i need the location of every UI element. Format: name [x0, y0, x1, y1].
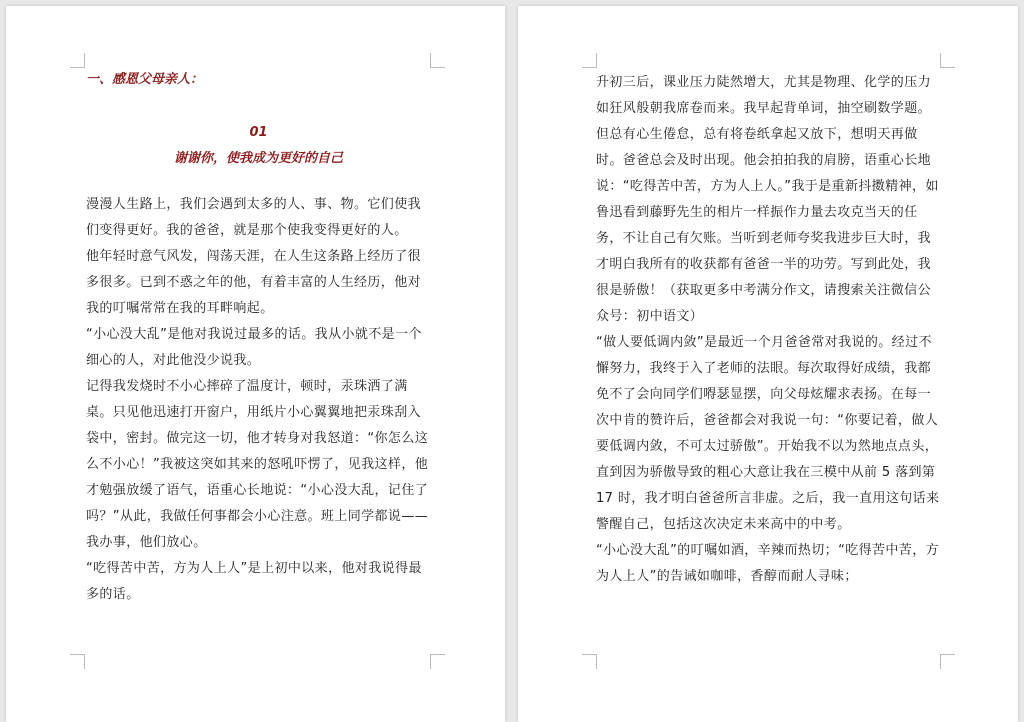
corner-mark-top-left — [582, 53, 597, 68]
chapter-title: 谢谢你，使我成为更好的自己 — [173, 151, 343, 166]
document-page-2 — [518, 6, 1018, 722]
document-page-1 — [6, 6, 505, 722]
paragraph: 漫漫人生路上，我们会遇到太多的人、事、物。它们使我们变得更好。我的爸爸，就是那个使我变得更好的人。 — [86, 197, 422, 238]
corner-mark-bottom-left — [70, 654, 85, 669]
corner-mark-bottom-left — [582, 654, 597, 669]
corner-mark-top-right — [430, 53, 445, 68]
corner-mark-top-right — [940, 53, 955, 68]
paragraph: “吃得苦中苦，方为人上人”是上初中以来，他对我说得最多的话。 — [86, 561, 422, 602]
paragraph: 升初三后，课业压力陡然增大，尤其是物理、化学的压力如狂风般朝我席卷而来。我早起背单词，抽空刷数学题。但总有心生倦怠，总有将卷纸拿起又放下，想明天再做时。爸爸总会及时出现。他会拍拍我的肩膀，语重心长地说：“吃得苦中苦，方为人上人。”我于是重新抖擞精神，如鲁迅看到藤野先生的相片一样振作力量去攻克当天的任务，不让自己有欠账。当听到老师夸奖我进步巨大时，我才明白我所有的收获都有爸爸一半的功劳。写到此处，我很是骄傲！（获取更多中考满分作文，请搜索关注微信公众号：初中语文） — [596, 75, 939, 324]
page-1-body — [86, 70, 431, 608]
chapter-number: 01 — [249, 125, 268, 140]
paragraph: 他年轻时意气风发，闯荡天涯，在人生这条路上经历了很多很多。已到不惑之年的他，有着丰富的人生经历，他对我的叮嘱常常在我的耳畔响起。 — [86, 249, 422, 316]
corner-mark-bottom-right — [940, 654, 955, 669]
paragraph: “小心没大乱”是他对我说过最多的话。我从小就不是一个细心的人，对此他没少说我。 — [86, 327, 422, 368]
section-title: 一、感恩父母亲人： — [86, 72, 204, 87]
corner-mark-top-left — [70, 53, 85, 68]
corner-mark-bottom-right — [430, 654, 445, 669]
page-2-body — [596, 70, 941, 590]
paragraph: 记得我发烧时不小心摔碎了温度计，顿时，汞珠洒了满桌。只见他迅速打开窗户，用纸片小心翼翼地把汞珠刮入袋中，密封。做完这一切，他才转身对我怒道：“你怎么这么不小心！”我被这突如其来的怒吼吓愣了，见我这样，他才勉强放缓了语气，语重心长地说：“小心没大乱，记住了吗？”从此，我做任何事都会小心注意。班上同学都说——我办事，他们放心。 — [86, 379, 429, 550]
paragraph: “做人要低调内敛”是最近一个月爸爸常对我说的。经过不懈努力，我终于入了老师的法眼。每次取得好成绩，我都免不了会向同学们嘚瑟显摆，向父母炫耀求表扬。在每一次中肯的赞许后，爸爸都会对我说一句：“你要记着，做人要低调内敛，不可太过骄傲”。开始我不以为然地点点头，直到因为骄傲导致的粗心大意让我在三模中从前 5 落到第 17 时，我才明白爸爸所言非虚。之后，我一直用这句话来警醒自己，包括这次决定未来高中的中考。 — [596, 335, 940, 532]
paragraph: “小心没大乱”的叮嘱如酒，辛辣而热切；“吃得苦中苦，方为人上人”的告诫如咖啡，香醇而耐人寻味； — [596, 543, 940, 584]
